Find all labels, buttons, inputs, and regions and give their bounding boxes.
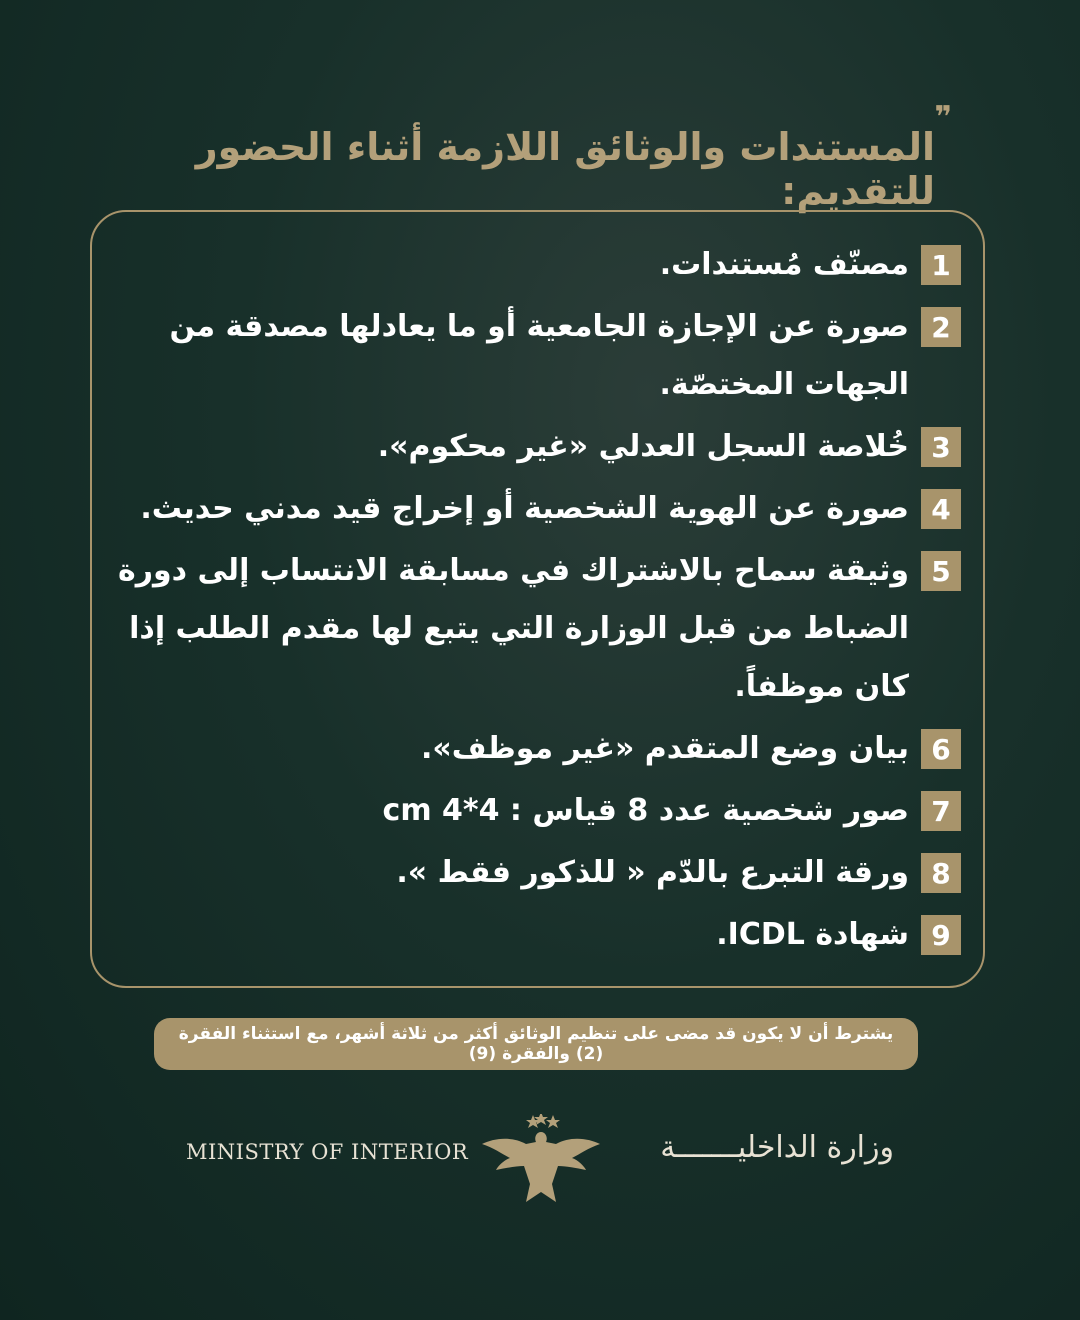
quote-mark-icon: ❞: [934, 100, 952, 135]
footer: [0, 1114, 1080, 1214]
ministry-name-english: MINISTRY OF INTERIOR: [186, 1140, 469, 1164]
list-item: [112, 418, 961, 476]
list-item: [112, 782, 961, 840]
list-item: [112, 236, 961, 294]
item-number-badge: 2: [921, 307, 961, 347]
item-number-badge: 9: [921, 915, 961, 955]
item-text: خُلاصة السجل العدلي «غير محكوم».: [377, 429, 909, 464]
list-item: [112, 720, 961, 778]
item-number-badge: 3: [921, 427, 961, 467]
item-text: صور شخصية عدد 8 قياس : 4*4 cm: [382, 793, 909, 828]
item-number-badge: 8: [921, 853, 961, 893]
list-item: [112, 844, 961, 902]
item-text: صورة عن الهوية الشخصية أو إخراج قيد مدني حديث.: [140, 491, 909, 526]
item-number-badge: 1: [921, 245, 961, 285]
list-item: [112, 542, 961, 716]
item-text: ورقة التبرع بالدّم « للذكور فقط ».: [396, 855, 909, 890]
list-item: [112, 480, 961, 538]
ministry-name-arabic: وزارة الداخليـــــــة: [660, 1130, 894, 1165]
page-title: المستندات والوثائق اللازمة أثناء الحضور للتقديم:: [195, 125, 935, 213]
item-text: شهادة ICDL.: [716, 917, 909, 952]
content: [0, 210, 1080, 1214]
item-number-badge: 5: [921, 551, 961, 591]
documents-list-frame: [90, 210, 985, 988]
list-item: [112, 906, 961, 964]
item-number-badge: 7: [921, 791, 961, 831]
item-text: وثيقة سماح بالاشتراك في مسابقة الانتساب إلى دورة الضباط من قبل الوزارة التي يتبع لها مقدم الطلب إذا كان موظفاً.: [117, 553, 909, 704]
item-text: صورة عن الإجازة الجامعية أو ما يعادلها مصدقة من الجهات المختصّة.: [169, 309, 909, 402]
list-item: [112, 298, 961, 414]
item-number-badge: 4: [921, 489, 961, 529]
item-text: مصنّف مُستندات.: [659, 247, 909, 282]
eagle-emblem-icon: [482, 1114, 600, 1206]
item-number-badge: 6: [921, 729, 961, 769]
validity-note: يشترط أن لا يكون قد مضى على تنظيم الوثائق أكثر من ثلاثة أشهر، مع استثناء الفقرة (2) والفقرة (9): [154, 1018, 918, 1070]
documents-list: [112, 236, 961, 964]
item-text: بيان وضع المتقدم «غير موظف».: [420, 731, 909, 766]
